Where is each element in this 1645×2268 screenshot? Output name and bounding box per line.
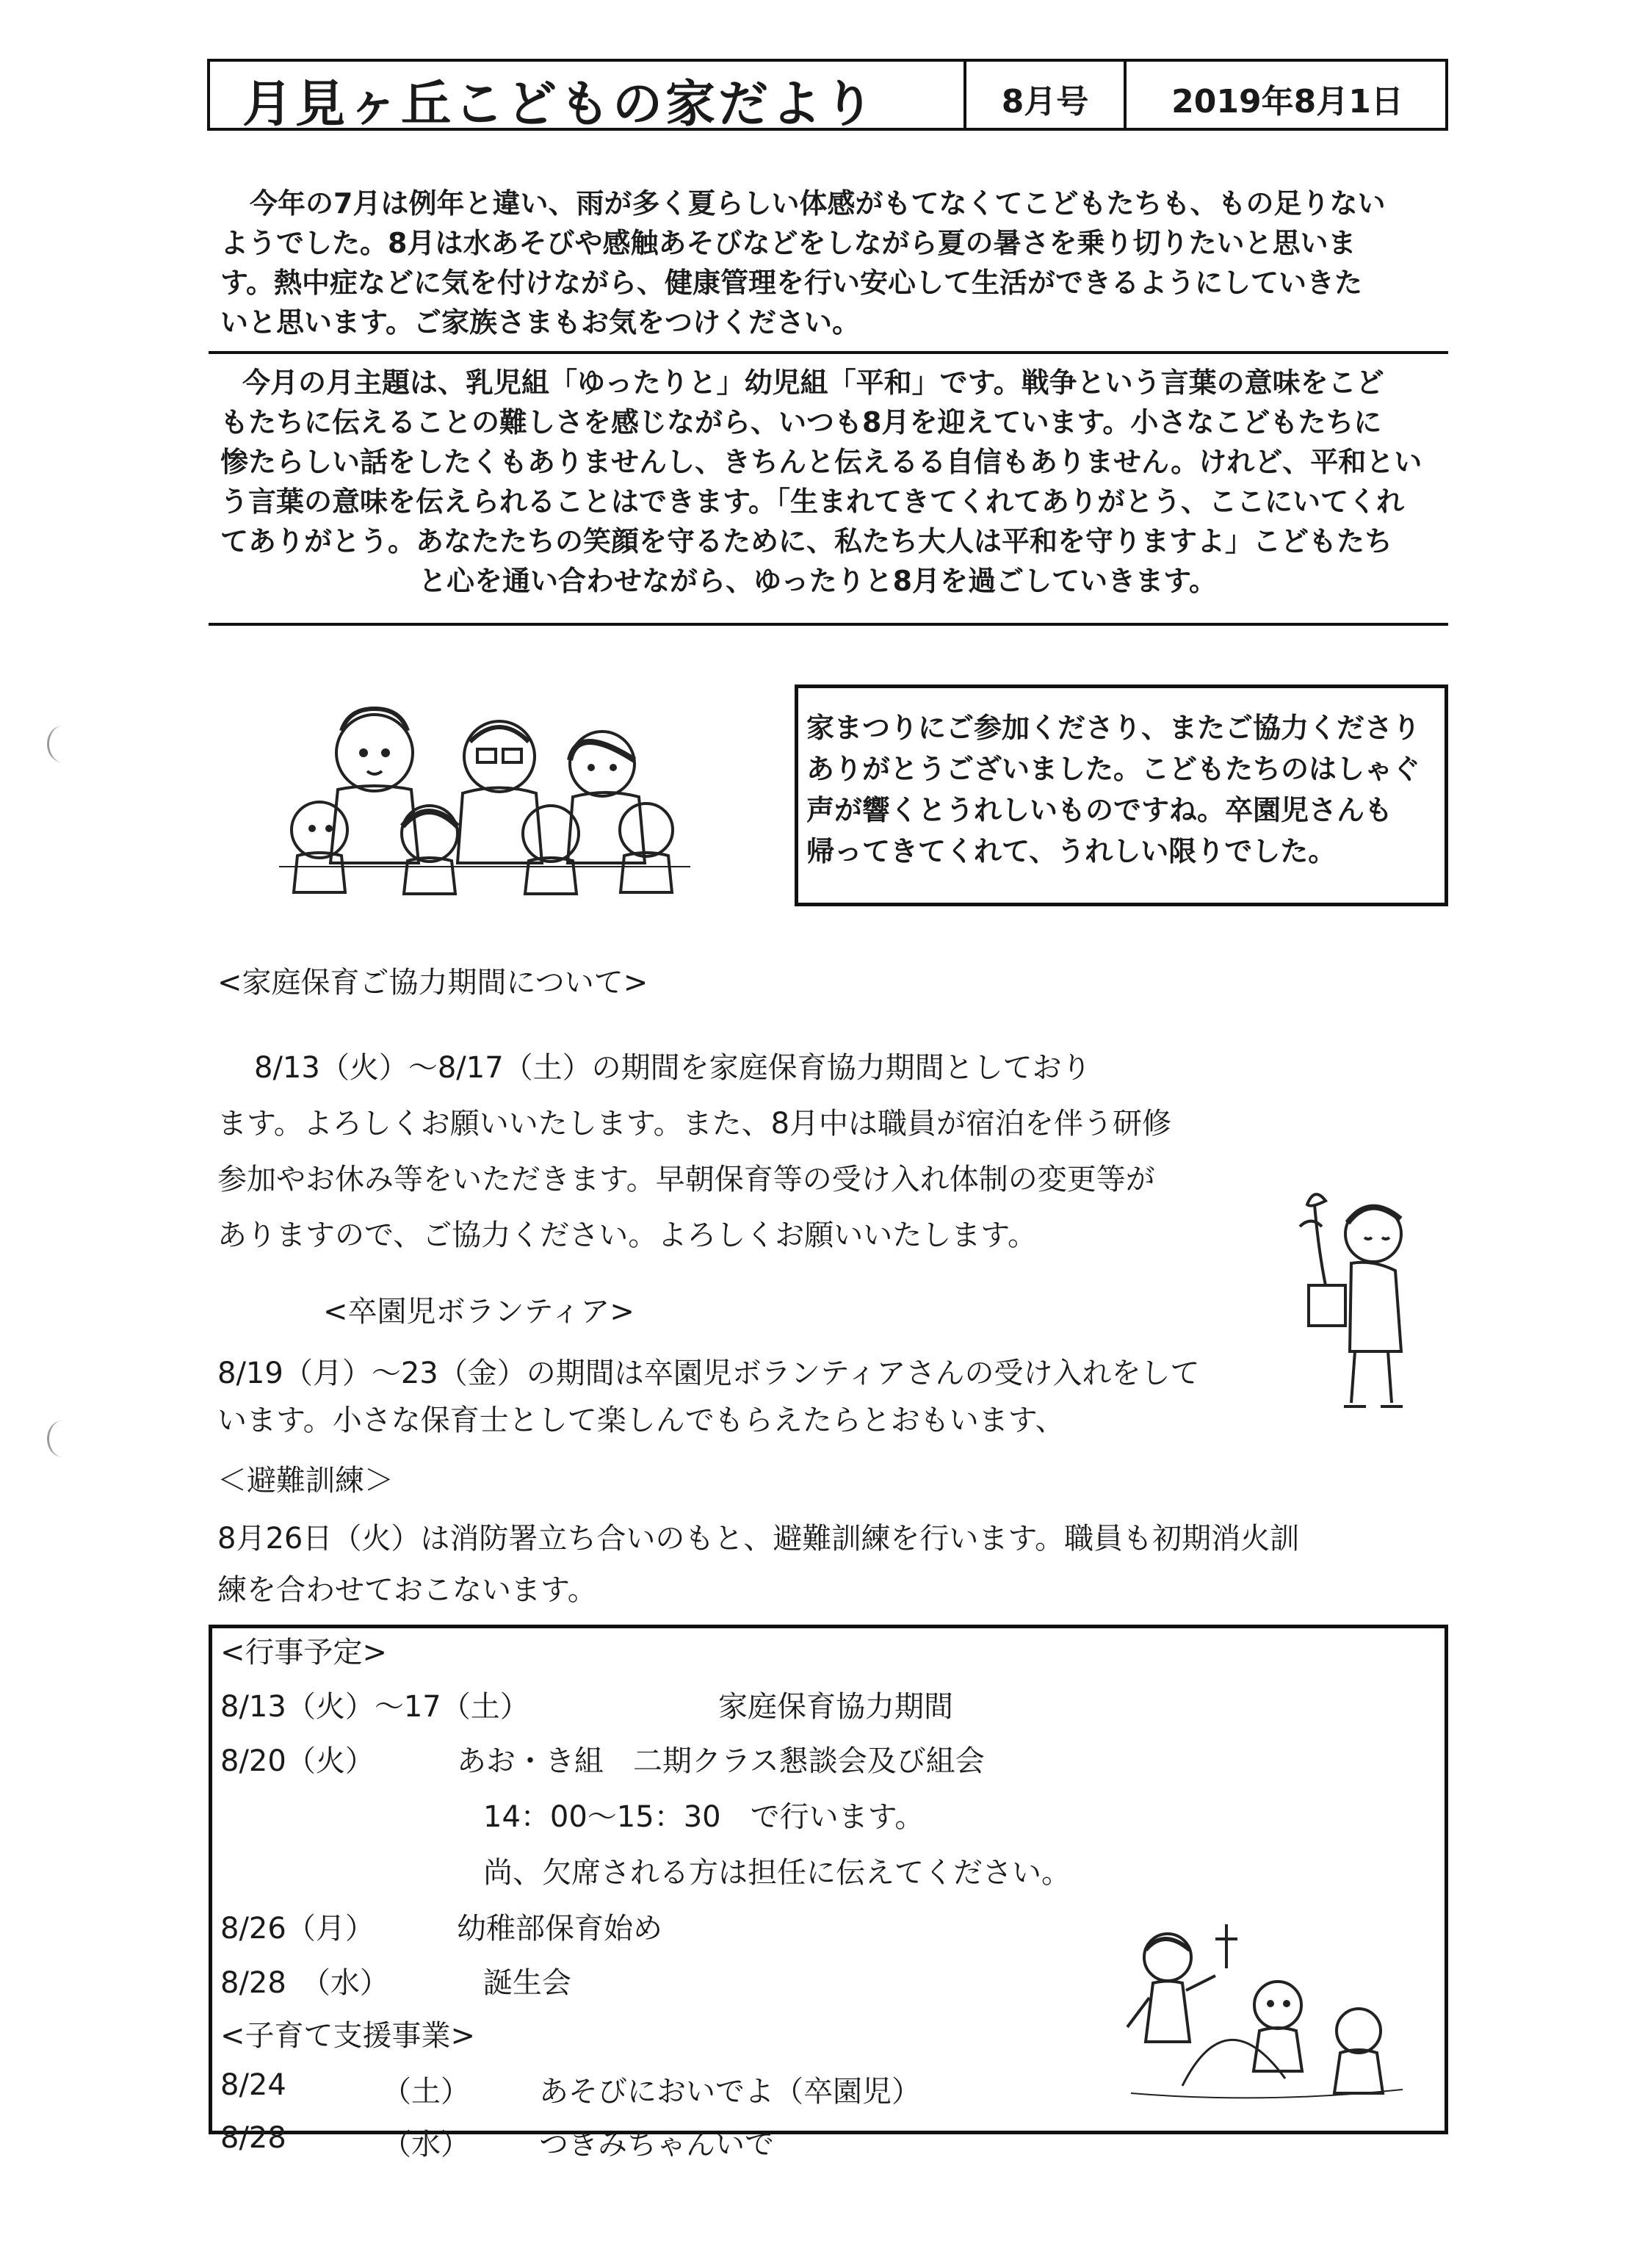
support-text: あそびにおいでよ（卒園児）	[539, 2075, 921, 2109]
support-date: 8/28	[220, 2121, 286, 2155]
drill-heading: ＜避難訓練＞	[217, 1464, 394, 1498]
callout-line: 家まつりにご参加くださり、またご協力くださり	[806, 712, 1421, 744]
intro-line: す。熱中症などに気を付けながら、健康管理を行い安心して生活ができるようにしていきた	[220, 267, 1362, 299]
home-care-heading: <家庭保育ご協力期間について>	[217, 966, 648, 1000]
punch-hole-mark	[47, 726, 79, 762]
home-care-line: ありますので、ご協力ください。よろしくお願いいたします。	[217, 1218, 1037, 1252]
events-heading: <行事予定>	[220, 1636, 388, 1669]
event-text: 家庭保育協力期間	[718, 1690, 953, 1724]
home-care-line: ます。よろしくお願いいたします。また、8月中は職員が宿泊を伴う研修	[217, 1107, 1172, 1141]
volunteer-paragraph	[217, 1350, 1200, 1444]
event-date: 8/26（月）	[220, 1912, 375, 1946]
theme-line: と心を通い合わせながら、ゆったりと8月を過ごしていきます。	[419, 565, 1218, 597]
callout-line: 帰ってきてくれて、うれしい限りでした。	[806, 835, 1337, 867]
issue-date: 2019年8月1日	[1171, 83, 1403, 120]
home-care-paragraph	[217, 1040, 1171, 1263]
drill-paragraph	[217, 1513, 1299, 1616]
theme-line: もたちに伝えることの難しさを感じながら、いつも8月を迎えています。小さなこどもたちに	[220, 406, 1382, 438]
intro-line: ようでした。8月は水あそびや感触あそびなどをしながら夏の暑さを乗り切りたいと思いま	[220, 227, 1356, 259]
event-text: 幼稚部保育始め	[457, 1912, 662, 1946]
callout-line: 声が響くとうれしいものですね。卒園児さんも	[806, 794, 1393, 826]
theme-line: てありがとう。あなたたちの笑顔を守るために、私たち大人は平和を守りますよ」こどもたち	[220, 525, 1393, 557]
theme-line: 惨たらしい話をしたくもありませんし、きちんと伝えるる自信もありません。けれど、平和とい	[220, 446, 1422, 478]
event-note: 尚、欠席される方は担任に伝えてください。	[483, 1856, 1071, 1890]
support-day: （土）	[382, 2075, 470, 2109]
children-sandplay-illustration	[1116, 1917, 1410, 2108]
newsletter-title: 月見ヶ丘こどもの家だより	[242, 76, 878, 134]
punch-hole-mark	[47, 1420, 79, 1457]
event-date: 8/20（火）	[220, 1744, 375, 1778]
volunteer-line: います。小さな保育士として楽しんでもらえたらとおもいます、	[217, 1404, 1065, 1437]
home-care-line: 8/13（火）～8/17（土）の期間を家庭保育協力期間としており	[254, 1051, 1091, 1085]
support-day: （水）	[382, 2128, 470, 2162]
volunteer-line: 8/19（月）～23（金）の期間は卒園児ボランティアさんの受け入れをして	[217, 1357, 1200, 1390]
section-divider	[209, 351, 1448, 354]
theme-line: 今月の月主題は、乳児組「ゆったりと」幼児組「平和」です。戦争という言葉の意味をこど	[242, 366, 1384, 399]
drill-line: 8月26日（火）は消防署立ち合いのもと、避難訓練を行います。職員も初期消火訓	[217, 1522, 1300, 1556]
event-text: あお・き組 二期クラス懇談会及び組会	[457, 1744, 985, 1778]
home-care-line: 参加やお休み等をいただきます。早朝保育等の受け入れ体制の変更等が	[217, 1163, 1155, 1196]
theme-line: う言葉の意味を伝えられることはできます。「生まれてきてくれてありがとう、ここにいてくれ	[220, 485, 1404, 518]
intro-line: 今年の7月は例年と違い、雨が多く夏らしい体感がもてなくてこどもたちも、もの足りない	[250, 187, 1386, 220]
volunteer-heading: <卒園児ボランティア>	[323, 1295, 634, 1329]
issue-label: 8月号	[1001, 83, 1089, 120]
support-heading: <子育て支援事業>	[220, 2019, 476, 2053]
event-note: 14：00～15：30 で行います。	[483, 1800, 925, 1834]
child-with-flowerpot-illustration	[1292, 1175, 1425, 1425]
drill-line: 練を合わせておこないます。	[217, 1573, 597, 1607]
event-text: 誕生会	[483, 1966, 571, 2000]
event-date: 8/28 （水）	[220, 1966, 389, 2000]
section-divider	[209, 623, 1448, 626]
children-praying-illustration	[279, 698, 690, 896]
support-date: 8/24	[220, 2068, 286, 2102]
support-text: つきみちゃんいで	[539, 2128, 774, 2162]
intro-paragraph	[220, 184, 1385, 342]
theme-paragraph	[220, 363, 1422, 601]
event-date: 8/13（火）～17（土）	[220, 1690, 529, 1724]
callout-line: ありがとうございました。こどもたちのはしゃぐ	[806, 753, 1421, 785]
intro-line: いと思います。ご家族さまもお気をつけください。	[220, 306, 860, 339]
